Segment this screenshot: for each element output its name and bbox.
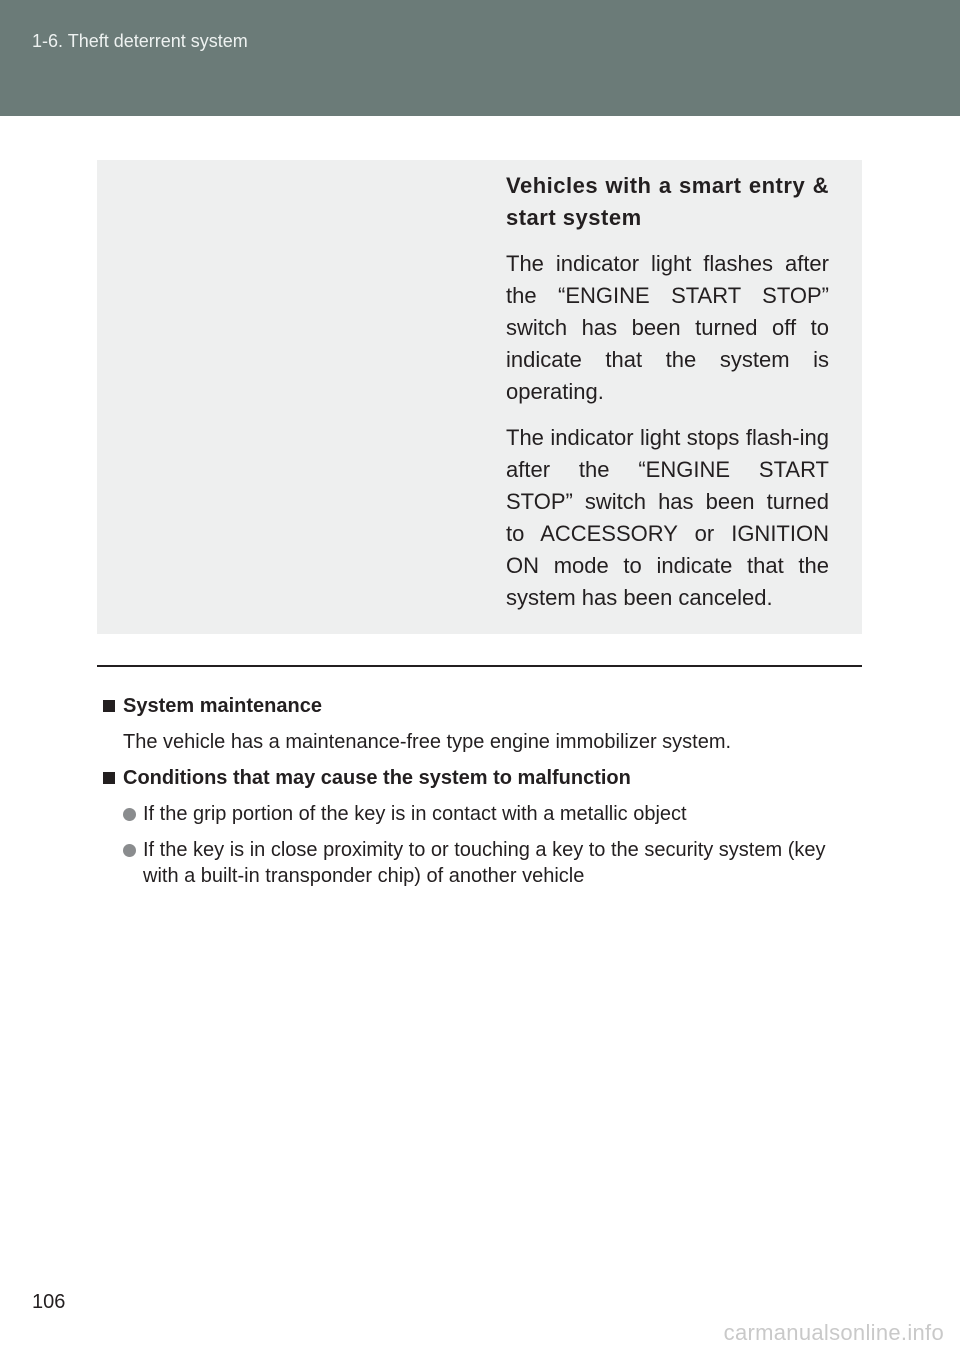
box-paragraph-2: The indicator light stops flash-ing after the “ENGINE START STOP” switch has been turned to ACCESSORY or IGNITION ON mode to indicate that the system has been canceled. (506, 425, 829, 610)
note-heading-maintenance (103, 693, 863, 719)
box-paragraph-1: The indicator light flashes after the “ENGINE START STOP” switch has been turned off to indicate that the system is operating. (506, 251, 829, 404)
box-heading: Vehicles with a smart entry & start system (506, 173, 829, 230)
indicator-info-text (506, 170, 829, 628)
list-item (123, 801, 863, 827)
square-bullet-icon (103, 772, 115, 784)
section-title: 1-6. Theft deterrent system (32, 31, 248, 51)
note-text-maintenance: The vehicle has a maintenance-free type engine immobilizer system. (123, 731, 732, 753)
watermark: carmanualsonline.info (723, 1320, 944, 1345)
notes-section (103, 693, 863, 889)
list-item-text: If the grip portion of the key is in contact with a metallic object (143, 803, 687, 825)
list-item (123, 837, 863, 889)
list-item-text: If the key is in close proximity to or touching a key to the security system (key with a built-in transponder chip) of another vehicle (143, 839, 826, 887)
section-divider (97, 665, 862, 667)
square-bullet-icon (103, 700, 115, 712)
note-heading-text: Conditions that may cause the system to malfunction (123, 766, 631, 789)
page-number: 106 (32, 1291, 66, 1313)
note-heading-text: System maintenance (123, 694, 322, 717)
note-heading-malfunction (103, 765, 863, 791)
round-bullet-icon (123, 808, 136, 821)
round-bullet-icon (123, 844, 136, 857)
header-band (0, 0, 960, 116)
